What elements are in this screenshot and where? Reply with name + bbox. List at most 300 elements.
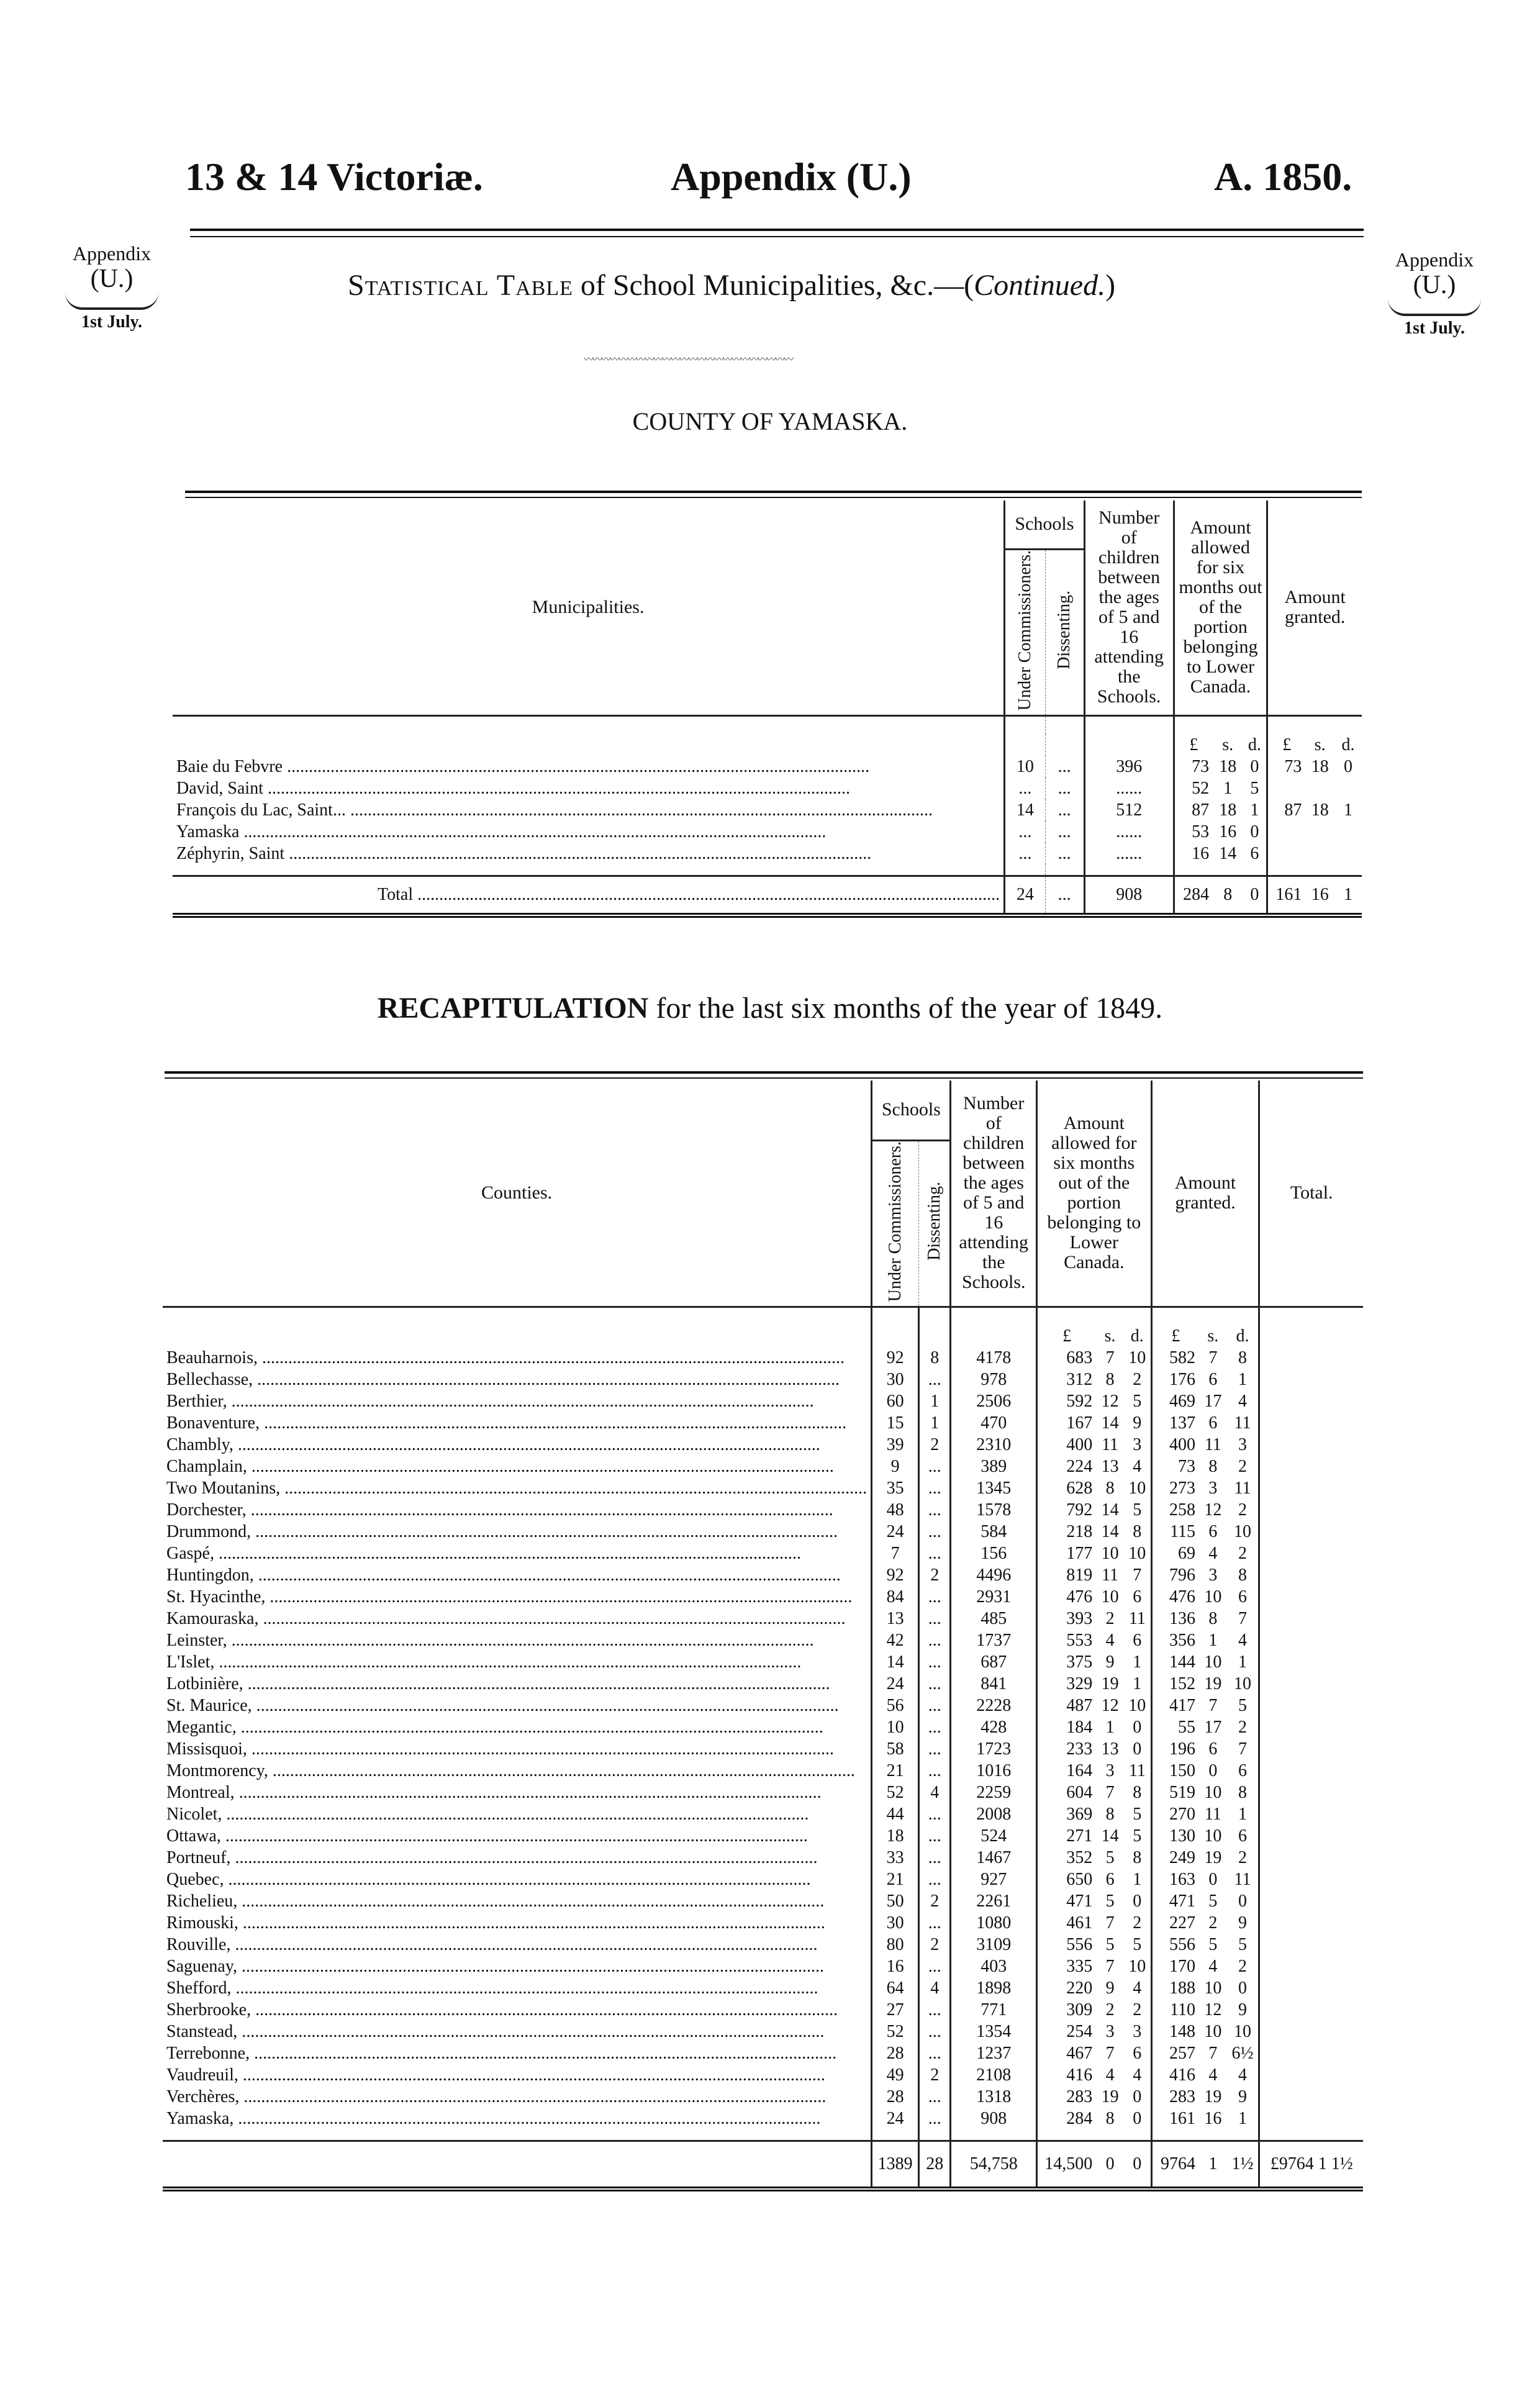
granted-pence-cell: 6½: [1231, 2044, 1254, 2064]
granted-shillings-cell: 4: [1208, 1544, 1218, 1564]
margin-note-right: [1375, 248, 1493, 338]
granted-shillings-cell: 1: [1208, 1631, 1218, 1651]
granted-shillings-cell: 18: [1311, 800, 1329, 820]
under-commissioners-cell: 21: [872, 1869, 919, 1890]
granted-shillings-cell: 6: [1208, 1522, 1218, 1542]
granted-pence-cell: 2: [1238, 1957, 1248, 1977]
granted-pounds-cell: 110: [1151, 1999, 1199, 2021]
children-cell: 1318: [951, 2086, 1036, 2108]
granted-shillings-cell: 4: [1208, 2065, 1218, 2085]
granted-pence-cell: 2: [1238, 1544, 1248, 1564]
granted-pence-cell: 1: [1343, 800, 1352, 820]
dissenting-cell: ...: [919, 1586, 951, 1608]
allowed-pence-cell: 2: [1133, 1370, 1142, 1390]
allowed-pence-cell: 2: [1133, 2000, 1142, 2020]
granted-shillings-cell: 6: [1208, 1413, 1218, 1433]
granted-pence-cell: 9: [1238, 1913, 1248, 1933]
pence-header: d.: [1130, 1326, 1144, 1346]
allowed-pounds-cell: 604: [1036, 1782, 1096, 1803]
table-row: [173, 777, 1362, 799]
allowed-shillings-cell: 10: [1101, 1587, 1119, 1607]
children-cell: 1354: [951, 2021, 1036, 2042]
table-row: [163, 1673, 1363, 1695]
children-cell: 908: [951, 2108, 1036, 2129]
granted-pence-cell: [1334, 821, 1362, 843]
dissenting-cell: 1: [919, 1412, 951, 1434]
allowed-shillings-cell: 7: [1105, 1783, 1115, 1803]
under-commissioners-cell: 42: [872, 1629, 919, 1651]
dissenting-cell: ...: [1045, 843, 1084, 864]
row-name-text: Terrebonne, .....: [166, 2044, 836, 2063]
granted-shillings-cell: [1305, 777, 1334, 799]
dissenting-label: Dissenting.: [1054, 591, 1074, 669]
allowed-pounds-cell: 352: [1036, 1847, 1096, 1869]
table-row: [163, 1390, 1363, 1412]
allowed-shillings-cell: 18: [1219, 800, 1237, 820]
table-row: [163, 1977, 1363, 1999]
under-commissioners-cell: 13: [872, 1608, 919, 1629]
dissenting-cell: ...: [919, 1477, 951, 1499]
total-cell: [1259, 1543, 1363, 1564]
row-name: [163, 1956, 872, 1977]
margin-note-label: Appendix: [72, 242, 152, 265]
allowed-shillings-cell: 16: [1219, 822, 1237, 842]
row-name-text: Gaspé, .....: [166, 1544, 801, 1563]
col-schools: Schools: [872, 1081, 951, 1140]
row-name-text: Lotbinière, .....: [166, 1674, 830, 1693]
allowed-pounds-cell: 650: [1036, 1869, 1096, 1890]
allowed-shillings-cell: 2: [1105, 1609, 1115, 1629]
under-commissioners-cell: 80: [872, 1934, 919, 1956]
row-name: [163, 1869, 872, 1890]
granted-pence-cell: 2: [1238, 1457, 1248, 1477]
allowed-pounds-cell: 369: [1036, 1803, 1096, 1825]
under-commissioners-cell: 60: [872, 1390, 919, 1412]
granted-pence-cell: 6: [1238, 1587, 1248, 1607]
row-name-text: Rimouski, .....: [166, 1913, 825, 1933]
granted-pounds-cell: 519: [1151, 1782, 1199, 1803]
ornamental-squiggle: 〰〰〰〰〰〰〰〰〰〰〰〰〰〰〰〰〰〰〰〰〰〰〰〰: [584, 353, 793, 365]
col-dissenting: [919, 1140, 951, 1307]
row-name: [163, 1499, 872, 1521]
allowed-shillings-cell: 3: [1105, 2022, 1115, 2042]
allowed-shillings-cell: 11: [1102, 1435, 1119, 1455]
dissenting-cell: ...: [919, 1673, 951, 1695]
allowed-pence-cell: 2: [1133, 1913, 1142, 1933]
row-name: [163, 1629, 872, 1651]
table-row: [163, 1847, 1363, 1869]
children-cell: 1016: [951, 1760, 1036, 1782]
table-row: [163, 1586, 1363, 1608]
under-commissioners-cell: 30: [872, 1369, 919, 1390]
shilling-header: s.: [1314, 735, 1326, 755]
allowed-shillings-cell: 7: [1105, 2044, 1115, 2064]
county-heading: COUNTY OF YAMASKA.: [632, 407, 908, 435]
granted-pounds-cell: 115: [1151, 1521, 1199, 1543]
table-title-text: of School Municipalities, &c.—(: [573, 269, 974, 302]
granted-pence-cell: 7: [1238, 1739, 1248, 1759]
allowed-pounds-cell: 312: [1036, 1369, 1096, 1390]
granted-pounds-cell: 73: [1151, 1456, 1199, 1477]
row-name: [163, 1695, 872, 1716]
county-table-top-rule: [185, 491, 1362, 493]
recap-heading-bold: RECAPITULATION: [377, 992, 649, 1025]
under-commissioners-cell: 30: [872, 1912, 919, 1934]
col-children: Number of children between the ages of 5 and 16 attending the Schools.: [1084, 501, 1174, 715]
allowed-shillings-cell: 12: [1101, 1392, 1119, 1412]
col-schools: Schools: [1005, 501, 1085, 549]
table-row: [163, 1543, 1363, 1564]
granted-pounds-cell: 417: [1151, 1695, 1199, 1716]
row-name-text: Rouville, .....: [166, 1935, 817, 1954]
allowed-pounds-cell: 309: [1036, 1999, 1096, 2021]
allowed-shillings-cell: 14: [1101, 1500, 1119, 1520]
margin-note-label: Appendix: [1395, 248, 1474, 271]
total-allowed-pounds: 14,500: [1036, 2141, 1096, 2189]
row-name: [173, 799, 1005, 821]
dissenting-cell: ...: [919, 1956, 951, 1977]
table-row: [163, 1869, 1363, 1890]
allowed-pounds-cell: 683: [1036, 1347, 1096, 1369]
dissenting-cell: ...: [919, 2108, 951, 2129]
row-name: [163, 1716, 872, 1738]
row-name: [163, 1999, 872, 2021]
table-row: [163, 1716, 1363, 1738]
table-row: [163, 1803, 1363, 1825]
children-cell: 3109: [951, 1934, 1036, 1956]
allowed-pounds-cell: 73: [1174, 756, 1213, 777]
allowed-pounds-cell: 487: [1036, 1695, 1096, 1716]
granted-shillings-cell: 8: [1208, 1457, 1218, 1477]
allowed-pence-cell: 0: [1133, 1718, 1142, 1738]
table-row: [163, 1999, 1363, 2021]
allowed-shillings-cell: 18: [1219, 757, 1237, 777]
total-under-commissioners: 24: [1005, 876, 1045, 915]
granted-pence-cell: 8: [1238, 1348, 1248, 1368]
granted-pounds-cell: [1267, 843, 1305, 864]
dissenting-cell: ...: [1045, 799, 1084, 821]
row-name: [163, 2064, 872, 2086]
allowed-shillings-cell: 7: [1105, 1348, 1115, 1368]
under-commissioners-cell: 92: [872, 1564, 919, 1586]
children-cell: 2931: [951, 1586, 1036, 1608]
margin-note-appendix: (U.): [90, 265, 134, 293]
granted-pounds-cell: 144: [1151, 1651, 1199, 1673]
row-name: [163, 1477, 872, 1499]
total-cell: [1259, 1608, 1363, 1629]
margin-note-date: 1st July.: [1403, 319, 1465, 338]
col-total: Total.: [1259, 1081, 1363, 1307]
granted-pounds-cell: 270: [1151, 1803, 1199, 1825]
dissenting-cell: ...: [919, 1760, 951, 1782]
total-allowed-pence: 0: [1133, 2154, 1142, 2174]
children-cell: 1723: [951, 1738, 1036, 1760]
allowed-pence-cell: 1: [1250, 800, 1259, 820]
children-cell: 4178: [951, 1347, 1036, 1369]
granted-shillings-cell: [1305, 843, 1334, 864]
total-cell: [1259, 2086, 1363, 2108]
allowed-pence-cell: 1: [1133, 1652, 1142, 1672]
granted-pounds-cell: 400: [1151, 1434, 1199, 1456]
county-table: [173, 501, 1362, 918]
under-commissioners-cell: 15: [872, 1412, 919, 1434]
under-commissioners-cell: 52: [872, 1782, 919, 1803]
dissenting-cell: ...: [919, 1847, 951, 1869]
granted-shillings-cell: 10: [1204, 1978, 1222, 1998]
granted-shillings-cell: 10: [1204, 1652, 1222, 1672]
total-cell: [1259, 1477, 1363, 1499]
row-name-text: Kamouraska, .....: [166, 1609, 846, 1628]
allowed-pounds-cell: 467: [1036, 2042, 1096, 2064]
granted-shillings-cell: 19: [1204, 2087, 1222, 2107]
total-cell: [1259, 1651, 1363, 1673]
table-title-continued: Continued.: [974, 269, 1106, 302]
allowed-pence-cell: 0: [1133, 1739, 1142, 1759]
allowed-pounds-cell: 52: [1174, 777, 1213, 799]
row-name: [163, 2021, 872, 2042]
row-name-text: Champlain, .....: [166, 1457, 834, 1476]
col-under-commissioners: [1005, 549, 1045, 715]
shilling-header: s.: [1207, 1326, 1219, 1346]
under-commissioners-cell: 52: [872, 2021, 919, 2042]
dissenting-cell: ...: [919, 1651, 951, 1673]
allowed-pence-cell: 10: [1128, 1696, 1146, 1716]
granted-pence-cell: 5: [1238, 1696, 1248, 1716]
allowed-pence-cell: 10: [1128, 1348, 1146, 1368]
granted-pence-cell: 4: [1238, 1392, 1248, 1412]
allowed-pounds-cell: 271: [1036, 1825, 1096, 1847]
allowed-pence-cell: 8: [1133, 1522, 1142, 1542]
row-name-text: Two Moutanins, .....: [166, 1479, 867, 1498]
under-commissioners-cell: 10: [1005, 756, 1045, 777]
row-name-text: Sherbrooke, .....: [166, 2000, 838, 2019]
granted-pounds-cell: [1267, 777, 1305, 799]
children-cell: 512: [1084, 799, 1174, 821]
allowed-pounds-cell: 416: [1036, 2064, 1096, 2086]
allowed-shillings-cell: 1: [1223, 779, 1233, 799]
children-cell: 396: [1084, 756, 1174, 777]
allowed-pence-cell: 5: [1133, 1826, 1142, 1846]
allowed-pounds-cell: 592: [1036, 1390, 1096, 1412]
granted-pence-cell: 3: [1238, 1435, 1248, 1455]
row-name: [173, 777, 1005, 799]
granted-pounds-cell: 273: [1151, 1477, 1199, 1499]
allowed-shillings-cell: 13: [1101, 1457, 1119, 1477]
table-row: [163, 1651, 1363, 1673]
children-cell: 927: [951, 1869, 1036, 1890]
allowed-shillings-cell: 9: [1105, 1652, 1115, 1672]
county-table-top-rule-thin: [185, 497, 1362, 498]
under-commissioners-cell: 24: [872, 1673, 919, 1695]
granted-pounds-cell: 161: [1151, 2108, 1199, 2129]
granted-shillings-cell: 11: [1204, 1435, 1221, 1455]
total-cell: [1259, 1521, 1363, 1543]
grand-total: £9764 1 1½: [1259, 2141, 1363, 2189]
granted-pence-cell: 5: [1238, 1935, 1248, 1955]
granted-shillings-cell: 0: [1208, 1761, 1218, 1781]
shilling-header: s.: [1104, 1326, 1116, 1346]
under-commissioners-cell: 50: [872, 1890, 919, 1912]
row-name: [163, 1738, 872, 1760]
under-commissioners-cell: 16: [872, 1956, 919, 1977]
granted-pence-cell: 6: [1238, 1761, 1248, 1781]
under-commissioners-cell: 21: [872, 1760, 919, 1782]
under-commissioners-cell: 35: [872, 1477, 919, 1499]
granted-pence-cell: 0: [1238, 1978, 1248, 1998]
granted-pence-cell: 1: [1238, 1370, 1248, 1390]
row-name-text: Montreal, .....: [166, 1783, 822, 1802]
children-cell: 2008: [951, 1803, 1036, 1825]
granted-pounds-cell: [1267, 821, 1305, 843]
granted-shillings-cell: 7: [1208, 2044, 1218, 2064]
dissenting-cell: ...: [919, 1695, 951, 1716]
allowed-pounds-cell: 375: [1036, 1651, 1096, 1673]
granted-pounds-cell: 55: [1151, 1716, 1199, 1738]
total-granted-pence: 1: [1343, 885, 1352, 905]
allowed-pounds-cell: 177: [1036, 1543, 1096, 1564]
total-cell: [1259, 1499, 1363, 1521]
row-name-text: Bonaventure, .....: [166, 1413, 846, 1433]
dissenting-cell: ...: [919, 1999, 951, 2021]
allowed-pence-cell: 5: [1133, 1935, 1142, 1955]
total-cell: [1259, 1716, 1363, 1738]
table-row: [163, 1890, 1363, 1912]
allowed-pounds-cell: 218: [1036, 1521, 1096, 1543]
total-cell: [1259, 1847, 1363, 1869]
allowed-pence-cell: 5: [1133, 1500, 1142, 1520]
granted-pounds-cell: 356: [1151, 1629, 1199, 1651]
granted-pounds-cell: 196: [1151, 1738, 1199, 1760]
table-title-caps: Statistical Table: [348, 269, 573, 302]
table-row: [163, 1695, 1363, 1716]
row-name: [163, 1608, 872, 1629]
allowed-shillings-cell: 12: [1101, 1696, 1119, 1716]
total-cell: [1259, 1390, 1363, 1412]
total-granted-pounds: 161: [1267, 876, 1305, 915]
total-cell: [1259, 1695, 1363, 1716]
table-row: [163, 1934, 1363, 1956]
dissenting-cell: 1: [919, 1390, 951, 1412]
row-name-text: Verchères, .....: [166, 2087, 826, 2106]
granted-pounds-cell: 148: [1151, 2021, 1199, 2042]
recap-table-top-rule-thin: [165, 1077, 1363, 1079]
allowed-shillings-cell: 19: [1101, 2087, 1119, 2107]
row-name: [173, 843, 1005, 864]
table-row: [163, 1412, 1363, 1434]
row-name-text: Chambly, .....: [166, 1435, 820, 1454]
margin-note-date: 1st July.: [81, 312, 143, 332]
dissenting-cell: 8: [919, 1347, 951, 1369]
granted-pounds-cell: 73: [1267, 756, 1305, 777]
row-name: [163, 1760, 872, 1782]
total-cell: [1259, 2108, 1363, 2129]
allowed-pence-cell: 4: [1133, 1457, 1142, 1477]
allowed-shillings-cell: 4: [1105, 2065, 1115, 2085]
col-under-commissioners: [872, 1140, 919, 1307]
under-commissioners-cell: 7: [872, 1543, 919, 1564]
allowed-pounds-cell: 283: [1036, 2086, 1096, 2108]
under-commissioners-cell: 24: [872, 1521, 919, 1543]
granted-pence-cell: 0: [1238, 1892, 1248, 1911]
total-cell: [1259, 1934, 1363, 1956]
row-name: [163, 1521, 872, 1543]
granted-pounds-cell: 416: [1151, 2064, 1199, 2086]
total-cell: [1259, 1347, 1363, 1369]
row-name: [173, 821, 1005, 843]
row-name: [163, 1543, 872, 1564]
table-row: [163, 2021, 1363, 2042]
children-cell: 978: [951, 1369, 1036, 1390]
under-commissioners-cell: 10: [872, 1716, 919, 1738]
allowed-pence-cell: 10: [1128, 1479, 1146, 1498]
granted-pounds-cell: 69: [1151, 1543, 1199, 1564]
row-name-text: Yamaska, .....: [166, 2109, 820, 2128]
granted-pounds-cell: 258: [1151, 1499, 1199, 1521]
under-commissioners-cell: 33: [872, 1847, 919, 1869]
allowed-pence-cell: 3: [1133, 1435, 1142, 1455]
allowed-shillings-cell: 5: [1105, 1935, 1115, 1955]
row-name: [163, 1847, 872, 1869]
margin-note-appendix: (U.): [1413, 271, 1456, 299]
granted-shillings-cell: 5: [1208, 1935, 1218, 1955]
granted-pence-cell: 11: [1234, 1413, 1251, 1433]
under-commissioners-cell: ...: [1005, 821, 1045, 843]
row-name-text: Montmorency, .....: [166, 1761, 855, 1780]
granted-shillings-cell: 0: [1208, 1870, 1218, 1890]
row-name: [163, 1456, 872, 1477]
granted-shillings-cell: 6: [1208, 1370, 1218, 1390]
granted-pounds-cell: 582: [1151, 1347, 1199, 1369]
allowed-pence-cell: 1: [1133, 1870, 1142, 1890]
dissenting-label: Dissenting.: [924, 1182, 944, 1261]
total-cell: [1259, 1434, 1363, 1456]
allowed-pence-cell: 8: [1133, 1848, 1142, 1868]
children-cell: ......: [1084, 843, 1174, 864]
col-amount-allowed: Amount allowed for six months out of the portion belonging to Lower Canada.: [1174, 501, 1267, 715]
granted-pounds-cell: 176: [1151, 1369, 1199, 1390]
granted-pence-cell: 8: [1238, 1566, 1248, 1585]
granted-shillings-cell: 17: [1204, 1392, 1222, 1412]
total-under-commissioners: 1389: [872, 2141, 919, 2189]
under-commissioners-cell: 9: [872, 1456, 919, 1477]
allowed-pence-cell: 6: [1133, 1587, 1142, 1607]
row-name-text: Stanstead, .....: [166, 2022, 824, 2041]
pound-header: £: [1151, 1325, 1199, 1347]
row-name-text: Huntingdon, .....: [166, 1566, 841, 1585]
row-name-text: Vaudreuil, .....: [166, 2065, 825, 2085]
children-cell: 2259: [951, 1782, 1036, 1803]
total-cell: [1259, 1456, 1363, 1477]
allowed-shillings-cell: 8: [1105, 1479, 1115, 1498]
allowed-shillings-cell: 5: [1105, 1892, 1115, 1911]
children-cell: 2108: [951, 2064, 1036, 2086]
granted-shillings-cell: 10: [1204, 1587, 1222, 1607]
row-name-text: Dorchester, .....: [166, 1500, 833, 1520]
table-row: [163, 1629, 1363, 1651]
row-name: [163, 1390, 872, 1412]
row-name: [163, 1934, 872, 1956]
under-commissioners-cell: ...: [1005, 777, 1045, 799]
running-head-right: A. 1850.: [1214, 155, 1352, 199]
granted-pounds-cell: 249: [1151, 1847, 1199, 1869]
granted-pounds-cell: 170: [1151, 1956, 1199, 1977]
granted-pounds-cell: 471: [1151, 1890, 1199, 1912]
allowed-pounds-cell: 553: [1036, 1629, 1096, 1651]
row-name: [163, 1803, 872, 1825]
table-row: [163, 1434, 1363, 1456]
margin-brace: [65, 292, 158, 310]
allowed-pounds-cell: 335: [1036, 1956, 1096, 1977]
